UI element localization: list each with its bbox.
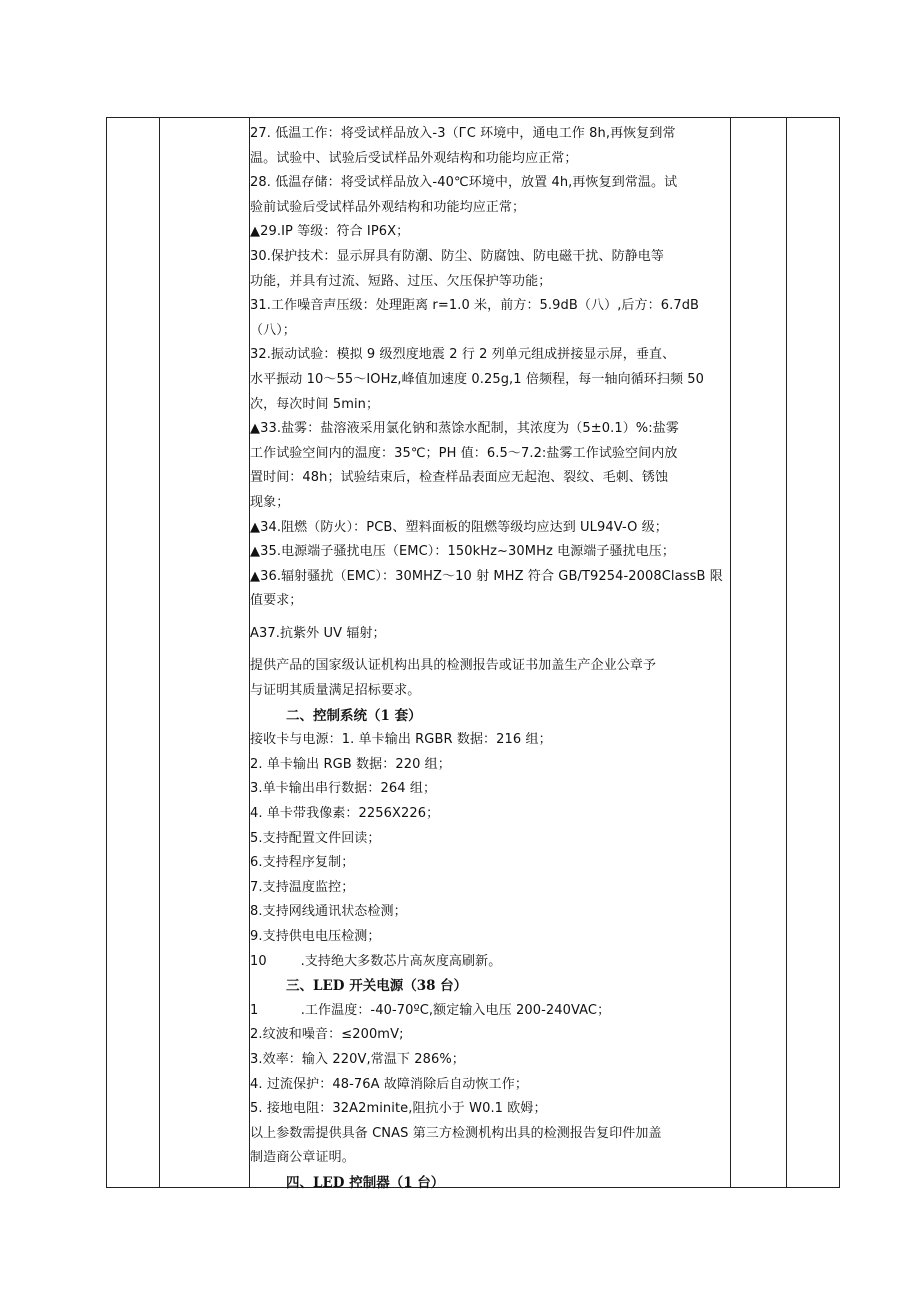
spec-line: 验前试验后受试样品外观结构和功能均应正常； xyxy=(250,199,526,215)
spec-table xyxy=(106,117,840,1191)
spec-line: 5.支持配置文件回读； xyxy=(250,830,381,846)
spec-line: 2. 单卡输出 RGB 数据：220 组； xyxy=(250,756,451,772)
spec-line: 3.效率：输入 220V,常温下 286%； xyxy=(250,1051,465,1067)
column-divider xyxy=(730,118,731,1187)
spec-line: 5. 接地电阻：32A2minite,阻抗小于 W0.1 欧姆； xyxy=(250,1101,547,1117)
spec-line: A37.抗紫外 UV 辐射； xyxy=(250,625,386,641)
spec-line: 3.单卡输出串行数据：264 组； xyxy=(250,781,437,797)
spec-line: 水平振动 10～55～IOHz,峰值加速度 0.25g,1 倍频程，每一轴向循环扫频 50 xyxy=(250,371,705,387)
spec-content-cell xyxy=(250,118,730,1196)
column-divider xyxy=(786,118,787,1187)
spec-line: 9.支持供电电压检测； xyxy=(250,929,381,944)
spec-line: 27. 低温工作：将受试样品放入-3（ГС 环境中，通电工作 8h,再恢复到常 xyxy=(250,126,676,141)
spec-line: 30.保护技术：显示屏具有防潮、防尘、防腐蚀、防电磁干扰、防静电等 xyxy=(250,248,664,264)
spec-line: 温。试验中、试验后受试样品外观结构和功能均应正常； xyxy=(250,150,578,166)
spec-line: 1 .工作温度：-40-70ºC,额定输入电压 200-240VAC； xyxy=(250,1002,611,1018)
spec-line: 2.纹波和噪音：≤200mV; xyxy=(250,1027,404,1043)
spec-line: ▲35.电源端子骚扰电压（EMC）：150kHz~30MHz 电源端子骚扰电压； xyxy=(250,544,676,560)
spec-line: ▲34.阻燃（防火）：PCB、塑料面板的阻燃等级均应达到 UL94V-O 级； xyxy=(250,519,668,535)
spec-line: 4. 过流保护：48-76A 故障消除后自动恢工作； xyxy=(250,1076,528,1092)
spec-line: 接收卡与电源：1. 单卡输出 RGBR 数据：216 组； xyxy=(250,732,552,748)
spacer xyxy=(250,646,730,654)
spec-line: 31.工作噪音声压级：处理距离 r=1.0 米，前方：5.9dB（八）,后方：6.7dB xyxy=(250,298,700,314)
spec-line: ▲29.IP 等级：符合 IP6X； xyxy=(250,224,410,240)
spec-line: 提供产品的国家级认证机构出具的检测报告或证书加盖生产企业公章予 xyxy=(250,658,657,674)
spec-line: 6.支持程序复制； xyxy=(250,855,355,871)
spec-line: ▲33.盐雾：盐溶液采用氯化钠和蒸馀水配制，其浓度为（5±0.1）%:盐雾 xyxy=(250,421,679,437)
spec-line: 置时间：48h；试验结束后，检查样品表面应无起泡、裂纹、毛刺、锈蚀 xyxy=(250,470,669,486)
spec-line: 8.支持网线通讯状态检测； xyxy=(250,904,407,920)
spec-line: 4. 单卡带我像素：2256X226； xyxy=(250,806,440,822)
spec-line: 28. 低温存储：将受试样品放入-40℃环境中，放置 4h,再恢复到常温。试 xyxy=(250,175,678,191)
spec-line: 以上参数需提供具备 CNAS 第三方检测机构出具的检测报告复印件加盖 xyxy=(250,1125,662,1141)
spec-line: 7.支持温度监控； xyxy=(250,879,355,895)
section-heading: 二、控制系统（1 套） xyxy=(286,707,422,724)
spec-line: 与证明其质量满足招标要求。 xyxy=(250,683,421,699)
spec-line: 10 .支持绝大多数芯片高灰度高刷新。 xyxy=(250,953,502,969)
section-heading: 三、LED 开关电源（38 台） xyxy=(286,978,468,995)
spec-line: （八）； xyxy=(250,322,296,338)
column-divider xyxy=(159,118,160,1187)
section-heading: 四、LED 控制器（1 台） xyxy=(286,1174,445,1191)
spec-line: 制造商公章证明。 xyxy=(250,1150,355,1166)
spacer xyxy=(250,614,730,622)
spec-line: ▲36.辐射骚扰（EMC）：30MHZ～10 射 MHZ 符合 GB/T9254-2008ClassB 限 xyxy=(250,568,723,584)
spec-line: 工作试验空间内的温度：35℃；PH 值：6.5～7.2:盐雾工作试验空间内放 xyxy=(250,445,678,461)
spec-line: 32.振动试验：模拟 9 级烈度地震 2 行 2 列单元组成拼接显示屏，垂直、 xyxy=(250,347,676,363)
spec-line: 现象； xyxy=(250,494,290,510)
spec-line: 值要求； xyxy=(250,593,303,609)
spec-line: 功能，并具有过流、短路、过压、欠压保护等功能； xyxy=(250,273,552,289)
spec-line: 次，每次时间 5min； xyxy=(250,396,380,412)
